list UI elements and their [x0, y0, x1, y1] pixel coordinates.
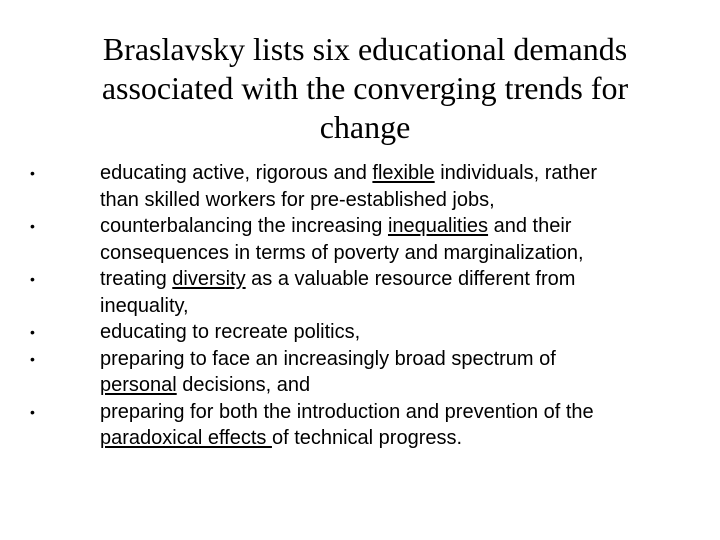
underlined-term: inequalities: [387, 215, 489, 237]
bullet-icon: •: [30, 350, 35, 367]
bullet-item: [30, 346, 710, 399]
bullet-text: educating to recreate politics,: [100, 321, 361, 343]
slide-title: [40, 30, 690, 147]
underlined-term: flexible: [372, 162, 435, 184]
bullet-icon: •: [30, 403, 35, 420]
bullet-item: [30, 319, 710, 346]
underlined-term: diversity: [172, 268, 246, 290]
bullet-text: treating diversity as a valuable resource different from inequality,: [100, 268, 576, 317]
bullet-item: [30, 266, 710, 319]
bullet-text: preparing for both the introduction and prevention of the paradoxical effects of technical progress.: [100, 400, 594, 449]
underlined-term: paradoxical effects: [100, 427, 272, 449]
bullet-item: [30, 160, 710, 213]
bullet-item: [30, 213, 710, 266]
bullet-icon: •: [30, 324, 35, 340]
title-line: associated with the converging trends for: [101, 70, 629, 106]
underlined-term: personal: [100, 374, 177, 396]
bullet-icon: •: [30, 165, 35, 181]
bullet-icon: •: [30, 271, 35, 287]
title-line: Braslavsky lists six educational demands: [102, 31, 628, 67]
bullet-item: [30, 399, 710, 452]
bullet-text: preparing to face an increasingly broad spectrum of personal decisions, and: [100, 347, 556, 396]
bullet-text: counterbalancing the increasing inequalities and their consequences in terms of poverty and marginalization,: [100, 215, 584, 264]
title-line: change: [319, 109, 411, 145]
bullet-list: [30, 160, 710, 452]
bullet-icon: •: [30, 218, 35, 234]
bullet-text: educating active, rigorous and flexible individuals, rather than skilled workers for pre-established jobs,: [100, 162, 597, 211]
